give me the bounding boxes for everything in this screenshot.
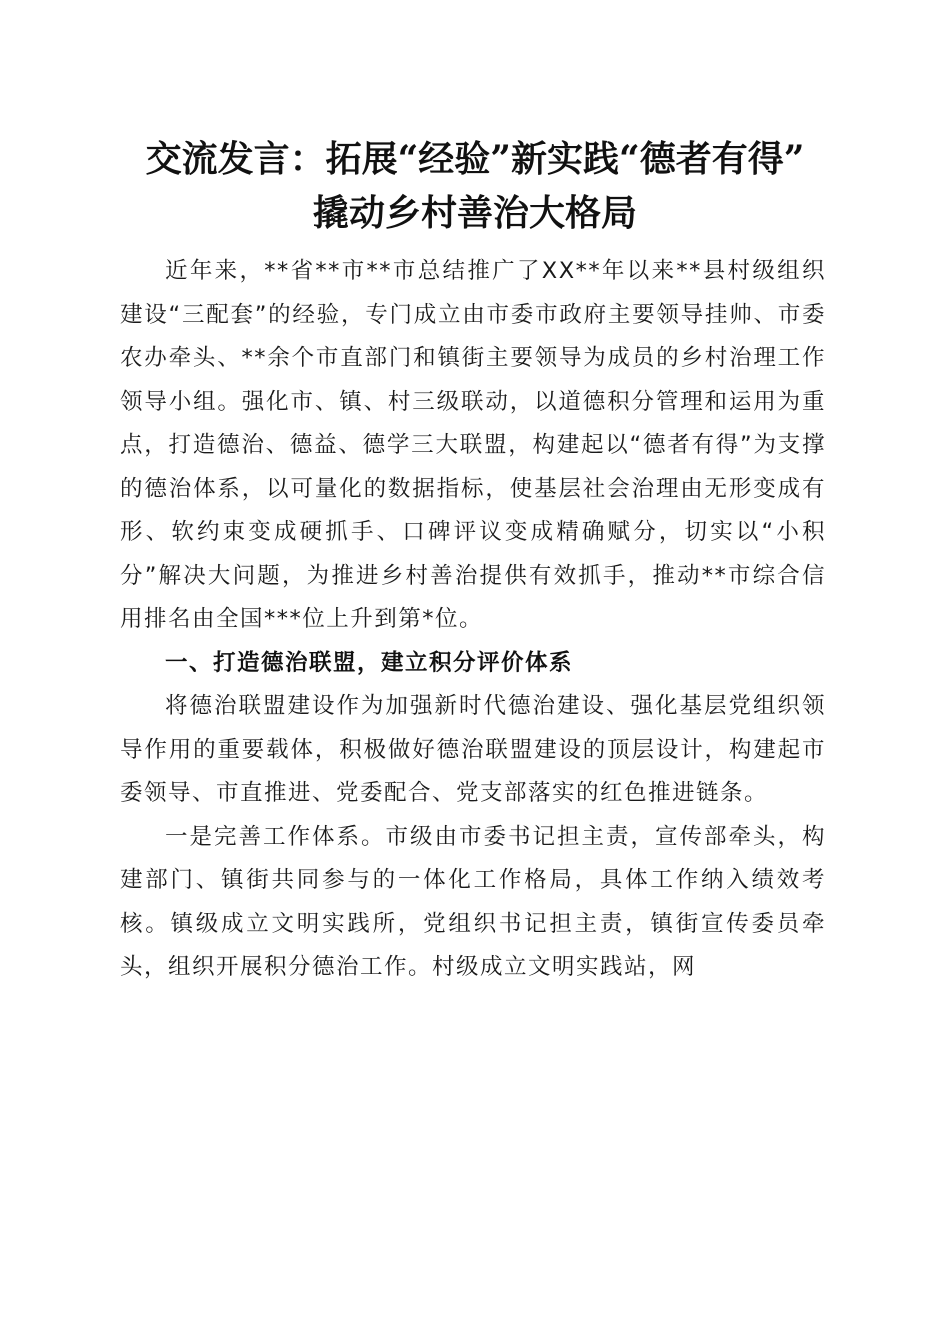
document-title bbox=[100, 132, 850, 240]
section-heading-1: 一、打造德治联盟，建立积分评价体系 bbox=[165, 649, 574, 676]
intro-paragraph: 近年来，**省**市**市总结推广了XX**年以来**县村级组织建设“三配套”的经验，专门成立由市委市政府主要领导挂帅、市委农办牵头、**余个市直部门和镇街主要领导为成员的乡村治理工作领导小组。强化市、镇、村三级联动，以道德积分管理和运用为重点，打造德治、德益、德学三大联盟，构建起以“德者有得”为支撑的德治体系，以可量化的数据指标，使基层社会治理由无形变成有形、软约束变成硬抓手、口碑评议变成精确赋分，切实以“小积分”解决大问题，为推进乡村善治提供有效抓手，推动**市综合信用排名由全国***位上升到第*位。 bbox=[120, 258, 826, 632]
section-1-paragraph: 将德治联盟建设作为加强新时代德治建设、强化基层党组织领导作用的重要载体，积极做好德治联盟建设的顶层设计，构建起市委领导、市直推进、党委配合、党支部落实的红色推进链条。 bbox=[120, 693, 826, 806]
point-1-lead: 一是完善工作体系。 bbox=[165, 823, 386, 850]
title-line-2: 撬动乡村善治大格局 bbox=[312, 192, 637, 234]
document-body bbox=[120, 250, 826, 990]
title-line-1: 交流发言：拓展“经验”新实践“德者有得” bbox=[145, 138, 805, 180]
point-1-paragraph bbox=[120, 816, 826, 990]
point-1-text: 市级由市委书记担主责，宣传部牵头，构建部门、镇街共同参与的一体化工作格局，具体工作纳入绩效考核。镇级成立文明实践所，党组织书记担主责，镇街宣传委员牵头，组织开展积分德治工作。村级成立文明实践站，网 bbox=[120, 823, 826, 980]
